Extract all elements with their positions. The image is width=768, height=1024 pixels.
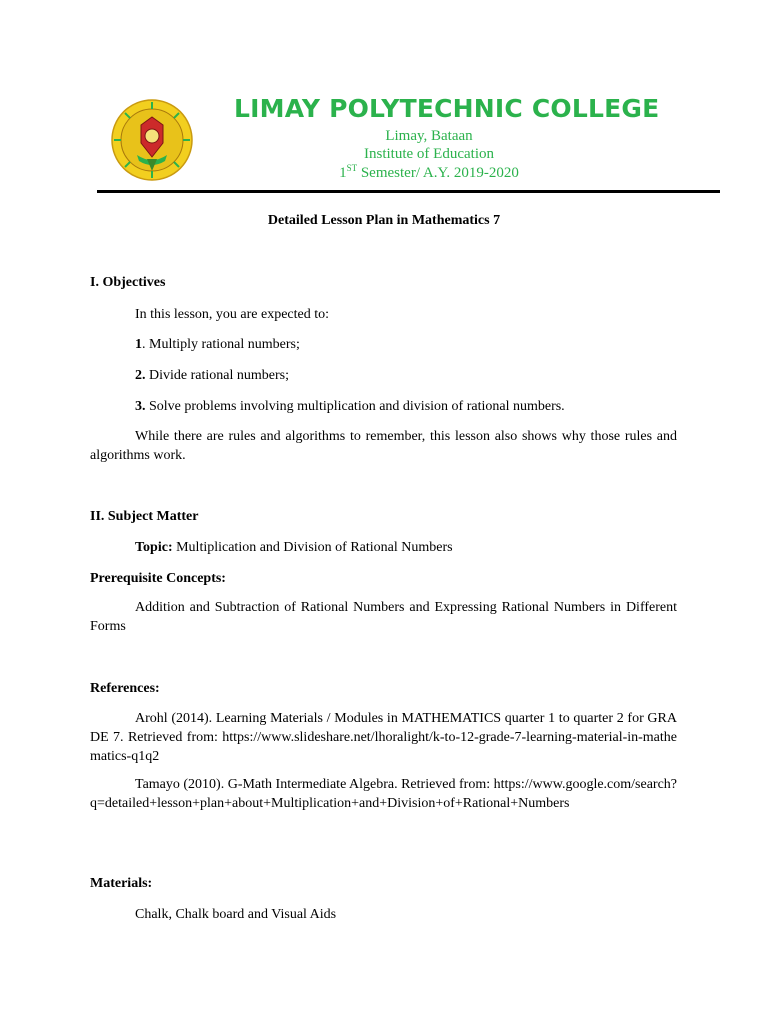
objective-item: [135, 397, 565, 416]
objectives-heading: I. Objectives: [90, 275, 166, 290]
materials-text: Chalk, Chalk board and Visual Aids: [135, 907, 337, 922]
prerequisite-heading: Prerequisite Concepts:: [90, 571, 226, 586]
semester-text: Semester/ A.Y. 2019-2020: [357, 165, 519, 181]
institute-name: Institute of Education: [364, 146, 494, 162]
objective-item: [135, 335, 300, 354]
objective-text: . Multiply rational numbers;: [142, 337, 300, 352]
objective-number: 1: [135, 337, 142, 352]
college-seal-logo: [111, 99, 193, 181]
semester-line: [234, 163, 624, 182]
objectives-note: While there are rules and algorithms to remember, this lesson also shows why those rules and algorithms work.: [90, 429, 677, 463]
objective-number: 3.: [135, 399, 146, 414]
materials-heading: Materials:: [90, 876, 153, 891]
prerequisite-text: Addition and Subtraction of Rational Numbers and Expressing Rational Numbers in Different Forms: [90, 600, 677, 634]
objective-item: [135, 366, 289, 385]
reference-item: Tamayo (2010). G-Math Intermediate Algebra. Retrieved from: https://www.google.com/search?q=detailed+lesson+plan+about+Multiplication+and+Division+of+Rational+Numbers: [90, 777, 678, 811]
objective-text: Solve problems involving multiplication and division of rational numbers.: [145, 399, 565, 414]
topic-label: Topic:: [135, 540, 173, 555]
document-title: Detailed Lesson Plan in Mathematics 7: [267, 213, 501, 228]
header-divider: [97, 190, 720, 193]
objectives-intro: In this lesson, you are expected to:: [135, 307, 330, 322]
references-heading: References:: [90, 681, 160, 696]
college-name: LIMAY POLYTECHNIC COLLEGE: [234, 94, 660, 123]
topic-line: [135, 538, 453, 557]
semester-number: 1: [339, 165, 347, 181]
subject-matter-heading: II. Subject Matter: [90, 509, 199, 524]
semester-ordinal: ST: [346, 163, 358, 173]
college-location: Limay, Bataan: [385, 128, 473, 144]
objective-number: 2.: [135, 368, 146, 383]
objective-text: Divide rational numbers;: [145, 368, 289, 383]
topic-value: Multiplication and Division of Rational Numbers: [172, 540, 453, 555]
reference-item: Arohl (2014). Learning Materials / Modules in MATHEMATICS quarter 1 to quarter 2 for GRADE 7. Retrieved from: https://www.slideshare.net/lhoralight/k-to-12-grade-7-learning-material-in-mathematics-q1q2: [90, 711, 677, 764]
